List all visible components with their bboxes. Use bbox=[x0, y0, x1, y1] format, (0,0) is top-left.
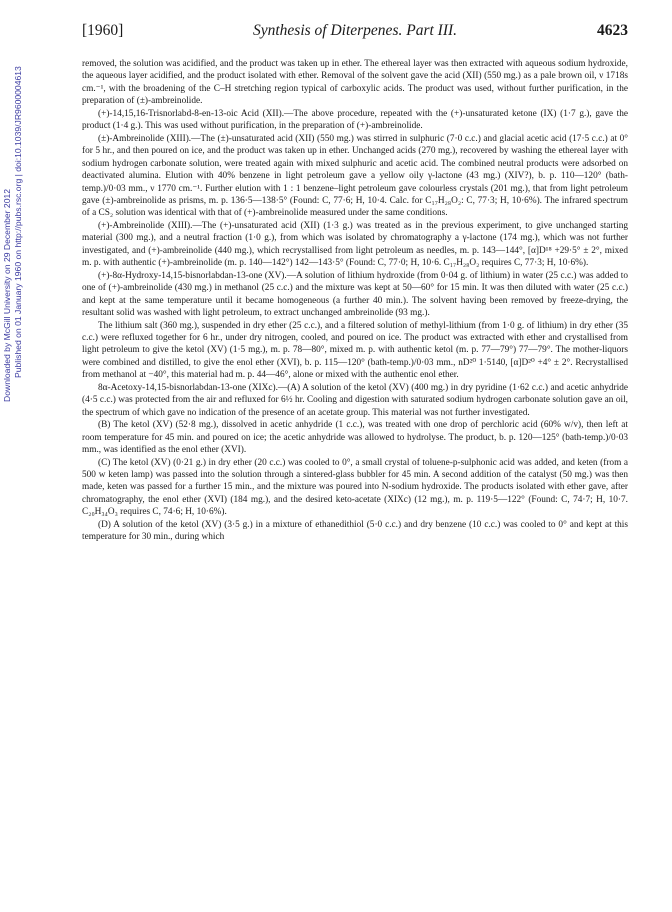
running-header bbox=[82, 22, 628, 42]
paragraph-acetoxy-a: 8α-Acetoxy-14,15-bisnorlabdan-13-one (XIXc).—(A) A solution of the ketol (XV) (400 mg.) in dry pyridine (1·62 c.c.) and acetic anhydride (4·5 c.c.) was protected from the air and refluxed for 6½ hr. Cooling and digestion with saturated sodium hydrogen carbonate solution gave an oil, the spectrum of which gave no indication of the presence of an acetate group. This material was not further investigated. bbox=[82, 382, 628, 418]
paragraph-acetoxy-c: (C) The ketol (XV) (0·21 g.) in dry ether (20 c.c.) was cooled to 0°, a small crystal of toluene-p-sulphonic acid was added, and keten (from a 500 w keten lamp) was passed into the solution through a sintered-glass bubbler for 45 min. A second addition of the catalyst (50 mg.) was then made, keten was passed for a further 15 min., and the mixture was poured into N-sodium hydroxide. The products isolated with ether gave, after chromatography, the enol ether (XVI) (184 mg.), and the desired keto-acetate (XIXc) (12 mg.), m. p. 119·5—122° (Found: C, 74·7; H, 10·7. C₂₀H₃₄O₃ requires C, 74·6; H, 10·6%). bbox=[82, 457, 628, 518]
publication-notice[interactable]: Published on 01 January 1960 on http://pubs.rsc.org | doi:10.1039/JR9600004613 bbox=[13, 66, 23, 378]
sidebar-watermark bbox=[0, 0, 23, 912]
paragraph-acetoxy-b: (B) The ketol (XV) (52·8 mg.), dissolved in acetic anhydride (1 c.c.), was treated with one drop of perchloric acid (60% w/v), then left at room temperature for 45 min. and poured on ice; the acetic anhydride was allowed to hydrolyse. The product, b. p. 120—125° (bath-temp.)/0·03 mm., was identified as the enol ether (XVI). bbox=[82, 420, 628, 456]
paragraph-continuation: removed, the solution was acidified, and the product was taken up in ether. The ethereal layer was then extracted with aqueous sodium hydroxide, the aqueous layer acidified, and the product isolated with ether. Removal of the solvent gave the acid (XII) (550 mg.) as a pale brown oil, ν 1718s cm.⁻¹, with the broadening of the C–H stretching region typical of carboxylic acids. The product was used, without further purification, in the preparation of (±)-ambreinolide. bbox=[82, 59, 628, 107]
download-notice[interactable]: Downloaded by McGill University on 29 December 2012 bbox=[2, 188, 12, 402]
paragraph-acetoxy-d: (D) A solution of the ketol (XV) (3·5 g.) in a mixture of ethanedithiol (5·0 c.c.) and dry benzene (10 c.c.) was cooled to 0° and kept at this temperature for 30 min., during which bbox=[82, 519, 628, 543]
paragraph-lithium-salt: The lithium salt (360 mg.), suspended in dry ether (25 c.c.), and a filtered solution of methyl-lithium (from 1·0 g. of lithium) in dry ether (35 c.c.) were refluxed together for 6 hr., under dry nitrogen, cooled, and poured on ice. The product was extracted with ether and crystallised from light petroleum to give the ketol (XV) (1·5 mg.), m. p. 78—80°, mixed m. p. with authentic ketol (m. p. 77—79°) 77—79°. The mother-liquors were combined and distilled, to give the enol ether (XVI), b. p. 115—120° (bath-temp.)/0·03 mm., nD²⁰ 1·5140, [α]D²⁰ +4° ± 2°. Recrystallised from methanol at −40°, this material had m. p. 44—46°, alone or mixed with the authentic enol ether. bbox=[82, 320, 628, 381]
page-number: 4623 bbox=[597, 22, 628, 39]
header-title: Synthesis of Diterpenes. Part III. bbox=[252, 22, 458, 39]
header-year: [1960] bbox=[82, 22, 124, 39]
paragraph-trisnor-acid: (+)-14,15,16-Trisnorlabd-8-en-13-oic Acid (XII).—The above procedure, repeated with the (+)-unsaturated ketone (IX) (1·7 g.), gave the product (1·4 g.). This was used without purification, in the preparation of (+)-ambreinolide. bbox=[82, 108, 628, 132]
paragraph-racemic-ambreinolide: (±)-Ambreinolide (XIII).—The (±)-unsaturated acid (XII) (550 mg.) was stirred in sulphuric (7·0 c.c.) and glacial acetic acid (17·5 c.c.) at 0° for 5 hr., and then poured on ice, and the product was taken up in ether. Unchanged acids (270 mg.), recovered by washing the ethereal layer with sodium hydrogen carbonate solution, were treated again with mixed sulphuric and acetic acid. The combined neutral products were adsorbed on deactivated alumina. Elution with 40% benzene in light petroleum gave a yellow oily γ-lactone (43 mg.) (XIV?), b. p. 110—120° (bath-temp.)/0·03 mm., ν 1770 cm.⁻¹. Further elution with 1 : 1 benzene–light petroleum gave colourless crystals (201 mg.), that from light petroleum gave (±)-ambreinolide as prisms, m. p. 136·5—138·5° (Found: C, 77·6; H, 10·4. Calc. for C₁₇H₂₈O₂: C, 77·3; H, 10·6%). The infrared spectrum of a CS₂ solution was identical with that of (+)-ambreinolide measured under the same conditions. bbox=[82, 133, 628, 219]
article-body bbox=[82, 58, 628, 544]
paragraph-hydroxy-ketone: (+)-8α-Hydroxy-14,15-bisnorlabdan-13-one (XV).—A solution of lithium hydroxide (from 0·04 g. of lithium) in water (25 c.c.) was added to one of (+)-ambreinolide (430 mg.) in methanol (25 c.c.) and the mixture was kept at 50—60° for 15 min. It was then diluted with water (25 c.c.) and kept at the same temperature until it became homogeneous (a further 40 min.). The solvent having been removed by freeze-drying, the resultant solid was washed with light petroleum, to extract unchanged ambreinolide (93 mg.). bbox=[82, 270, 628, 319]
paragraph-ambreinolide: (+)-Ambreinolide (XIII).—The (+)-unsaturated acid (XII) (1·3 g.) was treated as in the previous experiment, to give unchanged starting material (300 mg.), and a neutral fraction (1·0 g.), from which was isolated by chromatography a γ-lactone (174 mg.), which was not further investigated, and (+)-ambreinolide (440 mg.), which recrystallised from light petroleum as needles, m. p. 143—144°, [α]D¹⁸ +29·5° ± 2°, mixed m. p. with authentic (+)-ambreinolide (m. p. 140—142°) 142—143·5° (Found: C, 77·0; H, 10·6. C₁₇H₂₈O₂ requires C, 77·3; H, 10·6%). bbox=[82, 220, 628, 269]
